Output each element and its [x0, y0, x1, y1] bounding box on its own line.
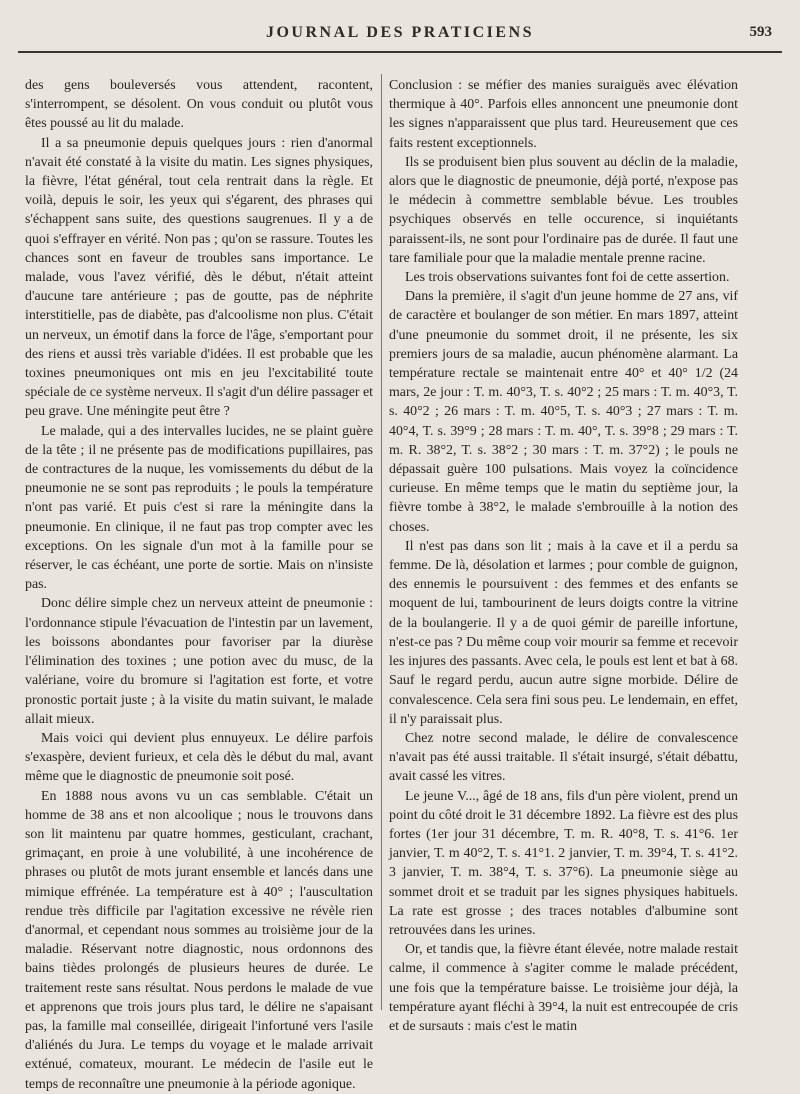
- paragraph: Donc délire simple chez un nerveux atteint de pneumonie : l'ordonnance stipule l'évacuation de l'intestin par un lavement, les boissons abondantes pour favoriser par la diurèse l'élimination des toxines ; une potion avec du musc, de la valériane, voire du bromure si l'agitation est forte, et votre pronostic portait juste ; à la visite du matin suivant, le malade allait mieux.: [25, 596, 373, 727]
- paragraph: des gens bouleversés vous attendent, racontent, s'interrompent, se désolent. On vous conduit ou plutôt vous êtes poussé au lit du malade.: [25, 78, 373, 132]
- paragraph: Le malade, qui a des intervalles lucides, ne se plaint guère de la tête ; il ne présente pas de modifications pupillaires, pas de contractures de la nuque, les vomissements du début de la pneumonie ne se sont pas reproduits ; le pouls la température n'ont pas varié. Et puis c'est si rare la méningite dans la pneumonie. En clinique, il ne faut pas trop compter avec les exceptions. On les signale d'un mot à la famille pour se réserver, le cas échéant, une porte de sortie. Mais on n'insiste pas.: [25, 423, 373, 593]
- paragraph: En 1888 nous avons vu un cas semblable. C'était un homme de 38 ans et non alcoolique ; nous le trouvons dans son lit maintenu par quatre hommes, gesticulant, crachant, grimaçant, en proie à une volubilité, à une incohérence de phrases ou plutôt de mots jurant ensemble et lancés dans une mimique effrénée. La température est à 40° ; l'auscultation rendue très difficile par l'agitation excessive ne révèle rien d'anormal, et cependant nous sommes au troisième jour de la maladie. Réservant notre diagnostic, nous ordonnons des bains tièdes prolongés de plusieurs heures de durée. Le traitement reste sans résultat. Nous perdons le malade de vue et apprenons que trois jours plus tard, le délire ne s'apaisant pas, la famille mal conseillée, dirigeait l'infortuné vers l'asile d'aliénés du Jura. Le temps du voyage et le malade arrivait exténué, comateux, mourant. Le médecin de l'asile eut le temps de reconnaître une pneumonie à la période agonique.: [25, 788, 373, 1092]
- paragraph: Mais voici qui devient plus ennuyeux. Le délire parfois s'exaspère, devient furieux, et cela dès le début du mal, avant même que le diagnostic de pneumonie soit posé.: [25, 730, 373, 785]
- page-header: [20, 24, 780, 50]
- paragraph: Or, et tandis que, la fièvre étant élevée, notre malade restait calme, il commence à s'agiter comme le malade précédent, une fois que la température baisse. Le troisième jour déjà, la température ayant fléchi à 39°4, la nuit est entrecoupée de cris et de sursauts : mais c'est le matin: [389, 942, 738, 1034]
- paragraph: Il n'est pas dans son lit ; mais à la cave et il a perdu sa femme. De là, désolation et larmes ; pour comble de guignon, des ennemis le poursuivent : des femmes et des enfants se moquent de lui, tambourinent de leurs doigts contre la vitrine de la boulangerie. Il y a de quoi gémir de pareille infortune, n'est-ce pas ? Du même coup voir mourir sa femme et recevoir les injures des passants. Avec cela, le pouls est lent et bat à 68. Sauf le regard perdu, aucun autre signe morbide. Délire de convalescence. Cela sera fini sous peu. Le lendemain, en effet, il n'y paraissait plus.: [389, 538, 738, 727]
- page-number: 593: [749, 24, 772, 40]
- paragraph: Le jeune V..., âgé de 18 ans, fils d'un père violent, prend un point du côté droit le 31 décembre 1892. La fièvre est des plus fortes (1er jour 31 décembre, T. m. R. 40°8, T. s. 41°6. 1er janvier, T. m 40°2, T. s. 41°1. 2 janvier, T. m. 39°4, T. s. 41°2. 3 janvier, T. m. 38°4, T. s. 37°6). La pneumonie siège au sommet droit et se traduit par les signes physiques habituels. La rate est grosse ; des traces notables d'albumine sont retrouvées dans les urines.: [389, 788, 738, 938]
- paragraph: Les trois observations suivantes font foi de cette assertion.: [405, 270, 730, 286]
- paragraph: Ils se produisent bien plus souvent au déclin de la maladie, alors que le diagnostic de pneumonie, déjà porté, n'expose pas le médecin à commettre semblable bévue. Les troubles psychiques observés en telle occurence, si inquiétants paraissent-ils, ne sont pour l'ordinaire pas de durée. Il faut une tare familiale pour que la maladie mentale prenne racine.: [389, 154, 738, 266]
- paragraph: Dans la première, il s'agit d'un jeune homme de 27 ans, vif de caractère et boulanger de son métier. En mars 1897, atteint d'une pneumonie du sommet droit, il ne présente, les six premiers jours de sa maladie, aucun phénomène alarmant. La température rectale se maintenait entre 40° et 40° 1/2 (24 mars, 2e jour : T. m. 40°3, T. s. 40°2 ; 25 mars : T. m. 40°3, T. s. 40°2 ; 26 mars : T. m. 40°5, T. s. 40°3 ; 27 mars : T. m. 40°4, T. s. 39°9 ; 28 mars : T. m. 40°, T. s. 39°8 ; 29 mars : T. m. R. 38°2, T. s. 38°2 ; 30 mars : T. m. 37°2) ; le pouls ne dépassait guère 100 pulsations. Mais voyez la coïncidence curieuse. En même temps que le matin du septième jour, la fièvre tombe à 38°2, le malade s'embrouille à la notion des choses.: [389, 289, 738, 535]
- column-divider: [381, 74, 382, 1010]
- paragraph: Il a sa pneumonie depuis quelques jours : rien d'anormal n'avait été constaté à la visite du matin. Les signes physiques, la fièvre, l'état général, tout cela rentrait dans la règle. Et voilà, depuis le soir, les yeux qui s'égarent, des phrases qui s'échappent sans suite, des questions saugrenues. Il y a de quoi s'effrayer en vérité. Non pas ; qu'on se rassure. Toutes les chances sont en faveur de troubles sans importance. Le malade, vous l'avez vérifié, dès le début, n'était atteint d'aucune tare antérieure ; pas de goutte, pas de néphrite interstitielle, pas de diabète, pas d'alcoolisme non plus. C'était un nerveux, un émotif dans la force de l'âge, s'emportant pour des riens et aussi très variable d'idées. Il est probable que les toxines pneumoniques ont mis en jeu l'excitabilité toute spéciale de ce système nerveux. Il s'agit d'un délire passager et peu grave. Une méningite peut être ?: [25, 135, 373, 420]
- header-rule: [18, 51, 782, 53]
- right-column: [389, 76, 738, 1036]
- left-column: [25, 76, 373, 1094]
- paragraph: Conclusion : se méfier des manies suraiguës avec élévation thermique à 40°. Parfois elles annoncent une pneumonie dont les signes n'apparaissent que plus tard. Heureusement que ces faits restent exceptionnels.: [389, 78, 738, 151]
- journal-title: JOURNAL DES PRATICIENS: [265, 24, 535, 41]
- paragraph: Chez notre second malade, le délire de convalescence n'avait pas été aussi traitable. Il s'était insurgé, s'était débattu, avait cassé les vitres.: [389, 730, 738, 785]
